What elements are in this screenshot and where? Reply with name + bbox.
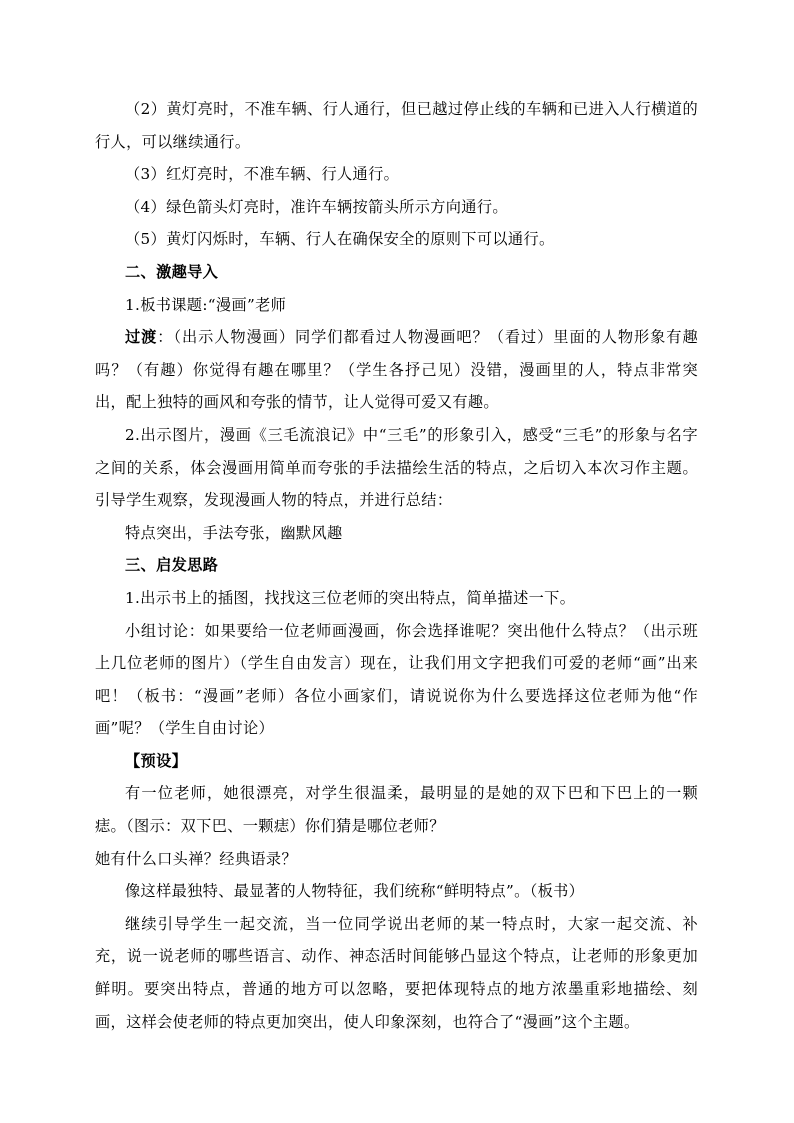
paragraph-red-light: （3）红灯亮时，不准车辆、行人通行。: [125, 165, 400, 184]
paragraph-yellow-light: （2）黄灯亮时，不准车辆、行人通行，但已越过停止线的车辆和已进入人行横道的行人，可以继续通行。: [95, 100, 698, 151]
paragraph-board-title: 1.板书课题:“漫画”老师: [125, 295, 287, 314]
paragraph-distinct-features: 像这样最独特、最显著的人物特征，我们统称“鲜明特点”。（板书）: [125, 882, 585, 901]
paragraph-teacher-example: 有一位老师，她很漂亮，对学生很温柔，最明显的是她的双下巴和下巴上的一颗痣。（图示：双下巴、一颗痣）你们猜是哪位老师？: [95, 784, 698, 836]
section-heading-inspire: 三、启发思路: [125, 556, 219, 575]
paragraph-catchphrase: 她有什么口头禅？经典语录？: [95, 849, 297, 868]
paragraph-green-arrow: （4）绿色箭头灯亮时，准许车辆按箭头所示方向通行。: [125, 197, 508, 216]
transition-lead: 过渡: [125, 328, 158, 347]
paragraph-sanmao: 2.出示图片，漫画《三毛流浪记》中“三毛”的形象引入，感受“三毛”的形象与名字之间的关系，体会漫画用简单而夸张的手法描绘生活的特点，之后切入本次习作主题。引导学生观察，发现漫画人物的特点，并进行总结：: [95, 425, 698, 510]
paragraph-group-discussion: 小组讨论：如果要给一位老师画漫画，你会选择谁呢？突出他什么特点？（出示班上几位老师的图片）（学生自由发言）现在，让我们用文字把我们可爱的老师“画”出来吧！（板书：“漫画”老师）各位小画家们，请说说你为什么要选择这位老师为他“作画”呢？（学生自由讨论）: [95, 621, 698, 738]
paragraph-summary: 特点突出，手法夸张，幽默风趣: [125, 523, 343, 542]
transition-text: ：（出示人物漫画）同学们都看过人物漫画吧？（看过）里面的人物形象有趣吗？（有趣）你觉得有趣在哪里？（学生各抒己见）没错，漫画里的人，特点非常突出，配上独特的画风和夸张的情节，让人觉得可爱又有趣。: [95, 328, 698, 412]
paragraph-yellow-flash: （5）黄灯闪烁时，车辆、行人在确保安全的原则下可以通行。: [125, 230, 555, 249]
paragraph-guide-exchange: 继续引导学生一起交流，当一位同学说出老师的某一特点时，大家一起交流、补充，说一说老师的哪些语言、动作、神态活时间能够凸显这个特点，让老师的形象更加鲜明。要突出特点，普通的地方可以忽略，要把体现特点的地方浓墨重彩地描绘、刻画，这样会使老师的特点更加突出，使人印象深刻，也符合了“漫画”这个主题。: [95, 914, 698, 1031]
paragraph-transition: [95, 321, 698, 419]
paragraph-illustration: 1.出示书上的插图，找找这三位老师的突出特点，简单描述一下。: [125, 588, 576, 607]
preset-title: 【预设】: [125, 751, 188, 770]
section-heading-intro: 二、激趣导入: [125, 262, 219, 281]
